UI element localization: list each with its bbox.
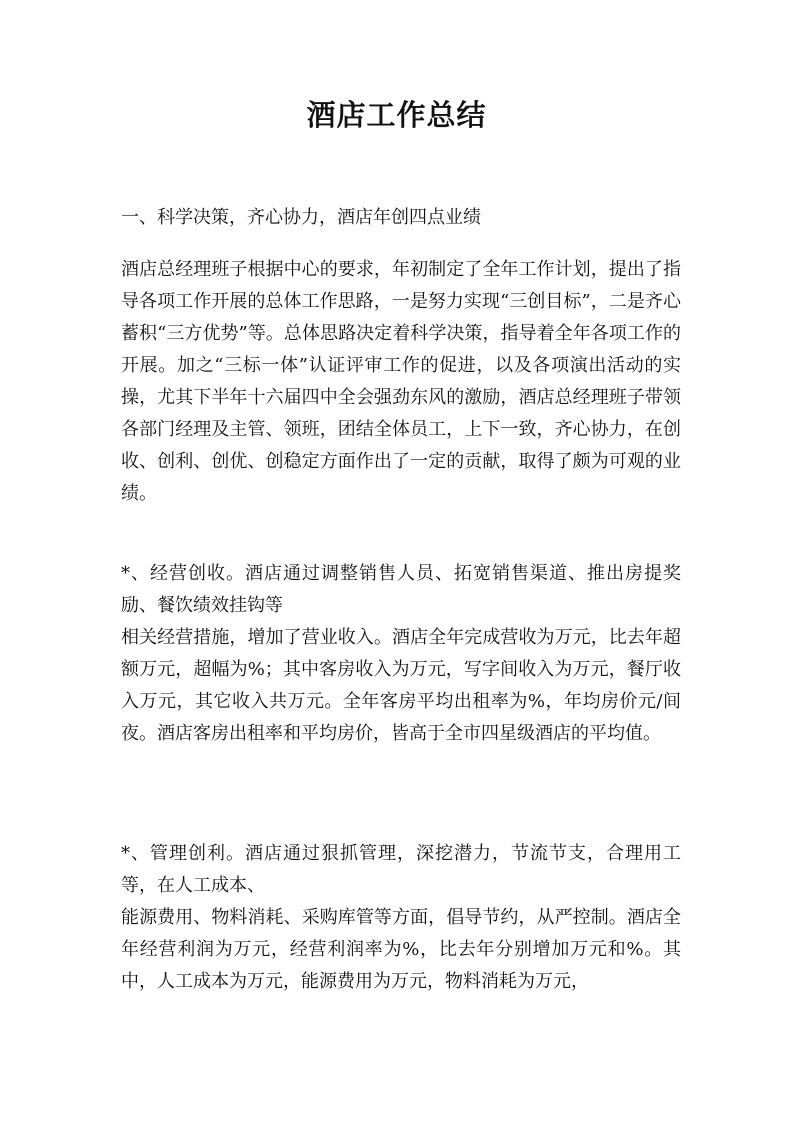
body-paragraph: *、经营创收。酒店通过调整销售人员、拓宽销售渠道、推出房提奖励、餐饮绩效挂钩等 xyxy=(121,563,681,616)
body-paragraph: *、管理创利。酒店通过狠抓管理，深挖潜力，节流节支，合理用工等，在人工成本、 xyxy=(121,843,681,896)
body-paragraph: 酒店总经理班子根据中心的要求，年初制定了全年工作计划，提出了指导各项工作开展的总体工作思路，一是努力实现“三创目标”，二是齐心蓄积“三方优势”等。总体思路决定着科学决策，指导着全年各项工作的开展。加之“三标一体”认证评审工作的促进，以及各项演出活动的实操，尤其下半年十六届四中全会强劲东风的激励，酒店总经理班子带领各部门经理及主管、领班，团结全体员工，上下一致，齐心协力，在创收、创利、创优、创稳定方面作出了一定的贡献，取得了颇为可观的业绩。 xyxy=(121,259,681,504)
document-title: 酒店工作总结 xyxy=(306,98,487,132)
body-paragraph: 相关经营措施，增加了营业收入。酒店全年完成营收为万元，比去年超额万元，超幅为%；其中客房收入为万元，写字间收入为万元，餐厅收入万元，其它收入共万元。全年客房平均出租率为%，年均房价元/间夜。酒店客房出租率和平均房价，皆高于全市四星级酒店的平均值。 xyxy=(121,627,681,744)
section-heading: 一、科学决策，齐心协力，酒店年创四点业绩 xyxy=(121,207,481,228)
body-paragraph: 能源费用、物料消耗、采购库管等方面，倡导节约，从严控制。酒店全年经营利润为万元，经营利润率为%，比去年分别增加万元和%。其中，人工成本为万元，能源费用为万元，物料消耗为万元， xyxy=(121,907,681,992)
